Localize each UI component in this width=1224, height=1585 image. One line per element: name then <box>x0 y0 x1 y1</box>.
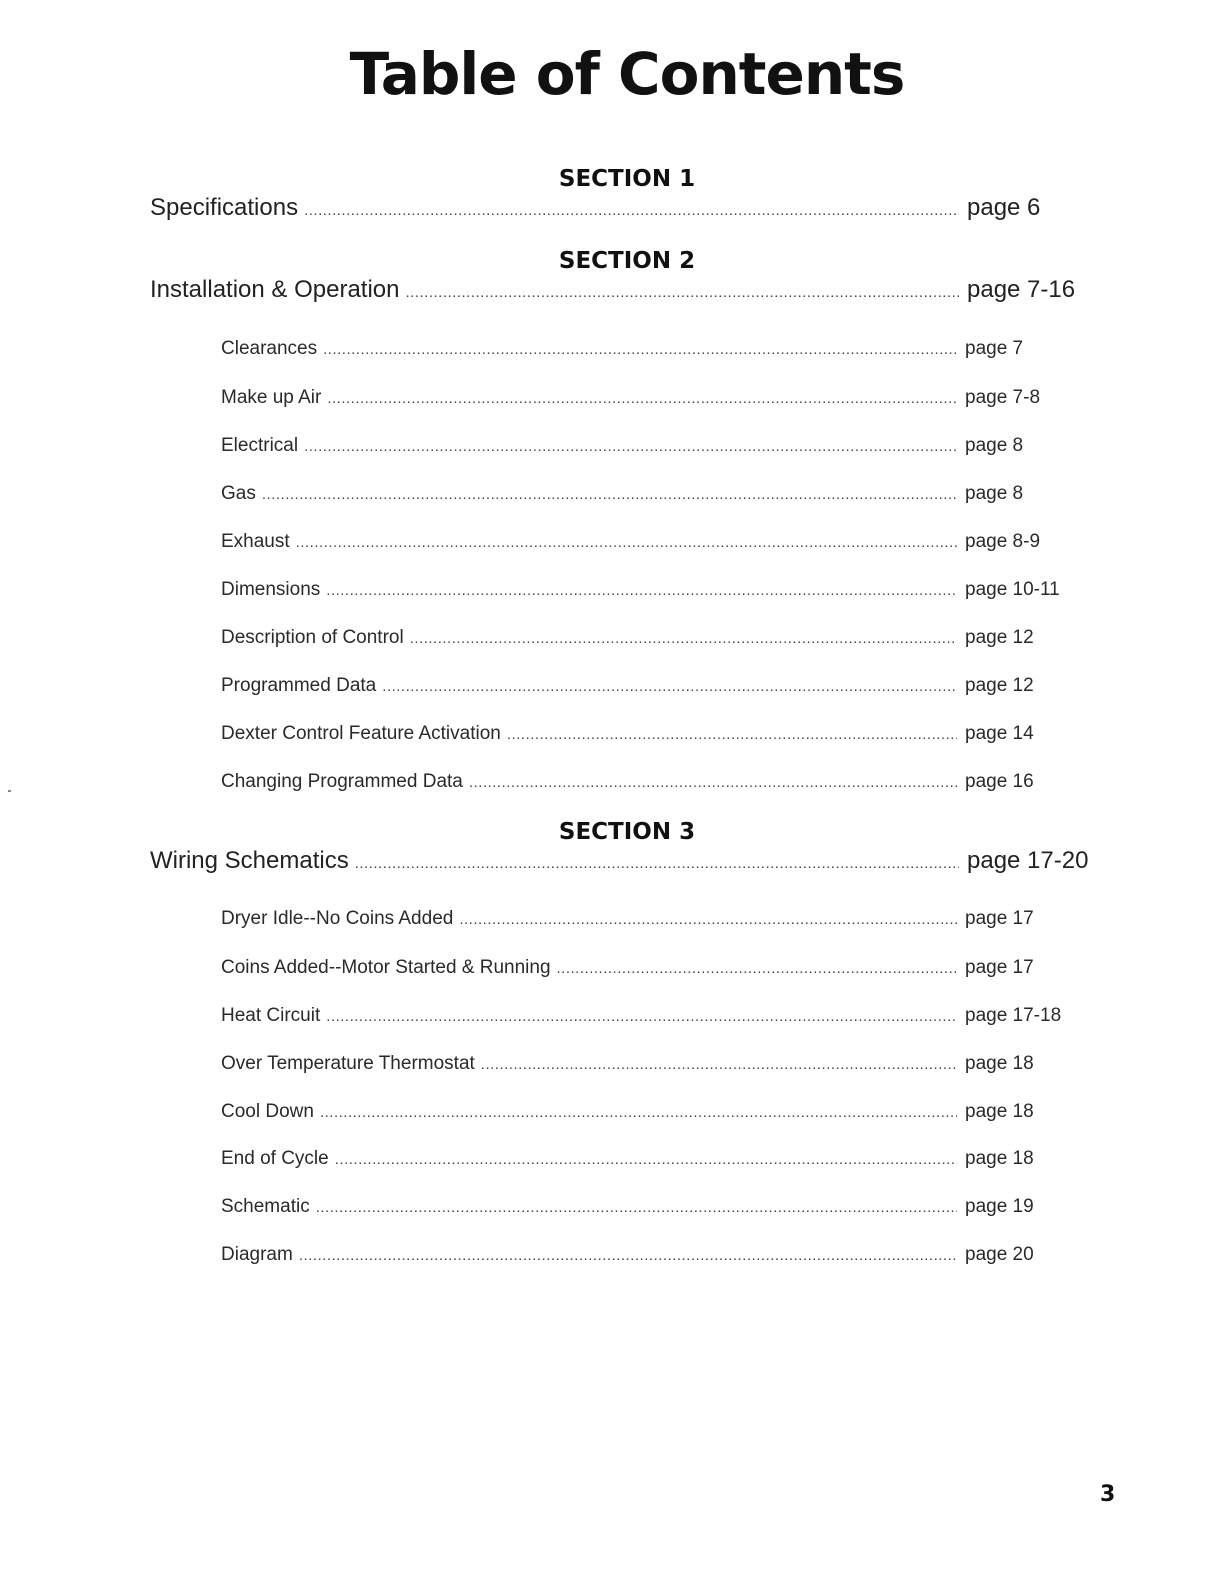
dot-leader <box>326 1008 957 1025</box>
toc-subentry-over-temperature-thermostat[interactable] <box>221 1053 1041 1075</box>
toc-subentry-label: Dimensions <box>221 579 321 600</box>
toc-subentry-page: page 8 <box>965 435 1024 456</box>
toc-subentry-label: Changing Programmed Data <box>221 771 463 792</box>
toc-subentry-diagram[interactable] <box>221 1244 1041 1266</box>
toc-subentry-dimensions[interactable] <box>221 579 1060 601</box>
toc-subentry-page: page 8-9 <box>965 531 1041 552</box>
toc-subentry-label: Dexter Control Feature Activation <box>221 723 501 744</box>
page-number: 3 <box>1100 1482 1116 1507</box>
toc-subentry-label: Gas <box>221 483 256 504</box>
dot-leader <box>335 1151 957 1168</box>
toc-subentry-label: Over Temperature Thermostat <box>221 1053 475 1074</box>
dot-leader <box>410 630 957 647</box>
toc-subentry-description-of-control[interactable] <box>221 627 1041 649</box>
dot-leader <box>405 284 959 301</box>
toc-subentry-page: page 12 <box>965 627 1034 648</box>
toc-subentry-page: page 17 <box>965 908 1034 929</box>
toc-subentry-label: Dryer Idle--No Coins Added <box>221 908 454 929</box>
toc-subentry-cool-down[interactable] <box>221 1101 1041 1123</box>
toc-subentry-page: page 17 <box>965 957 1034 978</box>
toc-entry-label: Installation & Operation <box>150 276 400 303</box>
toc-subentry-page: page 8 <box>965 483 1024 504</box>
scan-speck <box>8 790 11 792</box>
toc-subentry-label: Description of Control <box>221 627 404 648</box>
toc-subentry-page: page 18 <box>965 1101 1034 1122</box>
dot-leader <box>296 534 957 551</box>
page-title: Table of Contents <box>349 40 905 108</box>
dot-leader <box>323 341 957 358</box>
toc-entry-specifications[interactable] <box>150 194 1085 222</box>
dot-leader <box>327 390 957 407</box>
toc-subentry-label: Cool Down <box>221 1101 314 1122</box>
dot-leader <box>326 582 957 599</box>
toc-subentry-label: Electrical <box>221 435 299 456</box>
toc-subentry-page: page 16 <box>965 771 1034 792</box>
section-2-heading: SECTION 2 <box>558 248 696 274</box>
toc-entry-page: page 7-16 <box>967 276 1076 303</box>
toc-subentry-label: Exhaust <box>221 531 290 552</box>
dot-leader <box>557 960 957 977</box>
toc-subentry-label: Schematic <box>221 1196 310 1217</box>
toc-subentry-label: End of Cycle <box>221 1148 329 1169</box>
dot-leader <box>459 911 957 928</box>
dot-leader <box>299 1247 957 1264</box>
toc-subentry-page: page 12 <box>965 675 1034 696</box>
toc-entry-label: Wiring Schematics <box>150 847 349 874</box>
toc-subentry-schematic[interactable] <box>221 1196 1041 1218</box>
toc-entry-page: page 6 <box>967 194 1041 221</box>
toc-subentry-make-up-air[interactable] <box>221 387 1041 409</box>
toc-subentry-page: page 18 <box>965 1053 1034 1074</box>
toc-subentry-label: Clearances <box>221 338 318 359</box>
toc-subentry-page: page 18 <box>965 1148 1034 1169</box>
toc-subentry-electrical[interactable] <box>221 435 1041 457</box>
toc-subentry-gas[interactable] <box>221 483 1041 505</box>
toc-subentry-end-of-cycle[interactable] <box>221 1148 1041 1170</box>
toc-entry-label: Specifications <box>150 194 299 221</box>
toc-subentry-label: Make up Air <box>221 387 322 408</box>
toc-entry-installation-operation[interactable] <box>150 276 1085 304</box>
toc-subentry-heat-circuit[interactable] <box>221 1005 1062 1027</box>
section-3-heading: SECTION 3 <box>558 819 696 845</box>
toc-subentry-page: page 17-18 <box>965 1005 1062 1026</box>
dot-leader <box>481 1056 957 1073</box>
toc-subentry-clearances[interactable] <box>221 338 1041 360</box>
toc-entry-wiring-schematics[interactable] <box>150 847 1089 875</box>
toc-subentry-coins-added[interactable] <box>221 957 1041 979</box>
section-1-heading: SECTION 1 <box>558 166 696 192</box>
toc-subentry-label: Heat Circuit <box>221 1005 321 1026</box>
toc-subentry-label: Programmed Data <box>221 675 377 696</box>
dot-leader <box>262 486 957 503</box>
toc-subentry-dexter-control-feature-activation[interactable] <box>221 723 1041 745</box>
dot-leader <box>304 438 957 455</box>
toc-subentry-page: page 19 <box>965 1196 1034 1217</box>
toc-subentry-changing-programmed-data[interactable] <box>221 771 1041 793</box>
toc-subentry-page: page 14 <box>965 723 1034 744</box>
toc-entry-page: page 17-20 <box>967 847 1089 874</box>
toc-subentry-page: page 7-8 <box>965 387 1041 408</box>
dot-leader <box>382 678 957 695</box>
toc-subentry-dryer-idle[interactable] <box>221 908 1041 930</box>
toc-subentry-exhaust[interactable] <box>221 531 1041 553</box>
dot-leader <box>316 1199 957 1216</box>
dot-leader <box>355 855 959 872</box>
toc-subentry-page: page 7 <box>965 338 1024 359</box>
dot-leader <box>507 726 957 743</box>
dot-leader <box>469 774 957 791</box>
toc-subentry-label: Diagram <box>221 1244 293 1265</box>
dot-leader <box>304 202 959 219</box>
toc-subentry-label: Coins Added--Motor Started & Running <box>221 957 551 978</box>
toc-subentry-page: page 10-11 <box>965 579 1060 600</box>
dot-leader <box>320 1104 957 1121</box>
toc-subentry-programmed-data[interactable] <box>221 675 1041 697</box>
toc-subentry-page: page 20 <box>965 1244 1034 1265</box>
